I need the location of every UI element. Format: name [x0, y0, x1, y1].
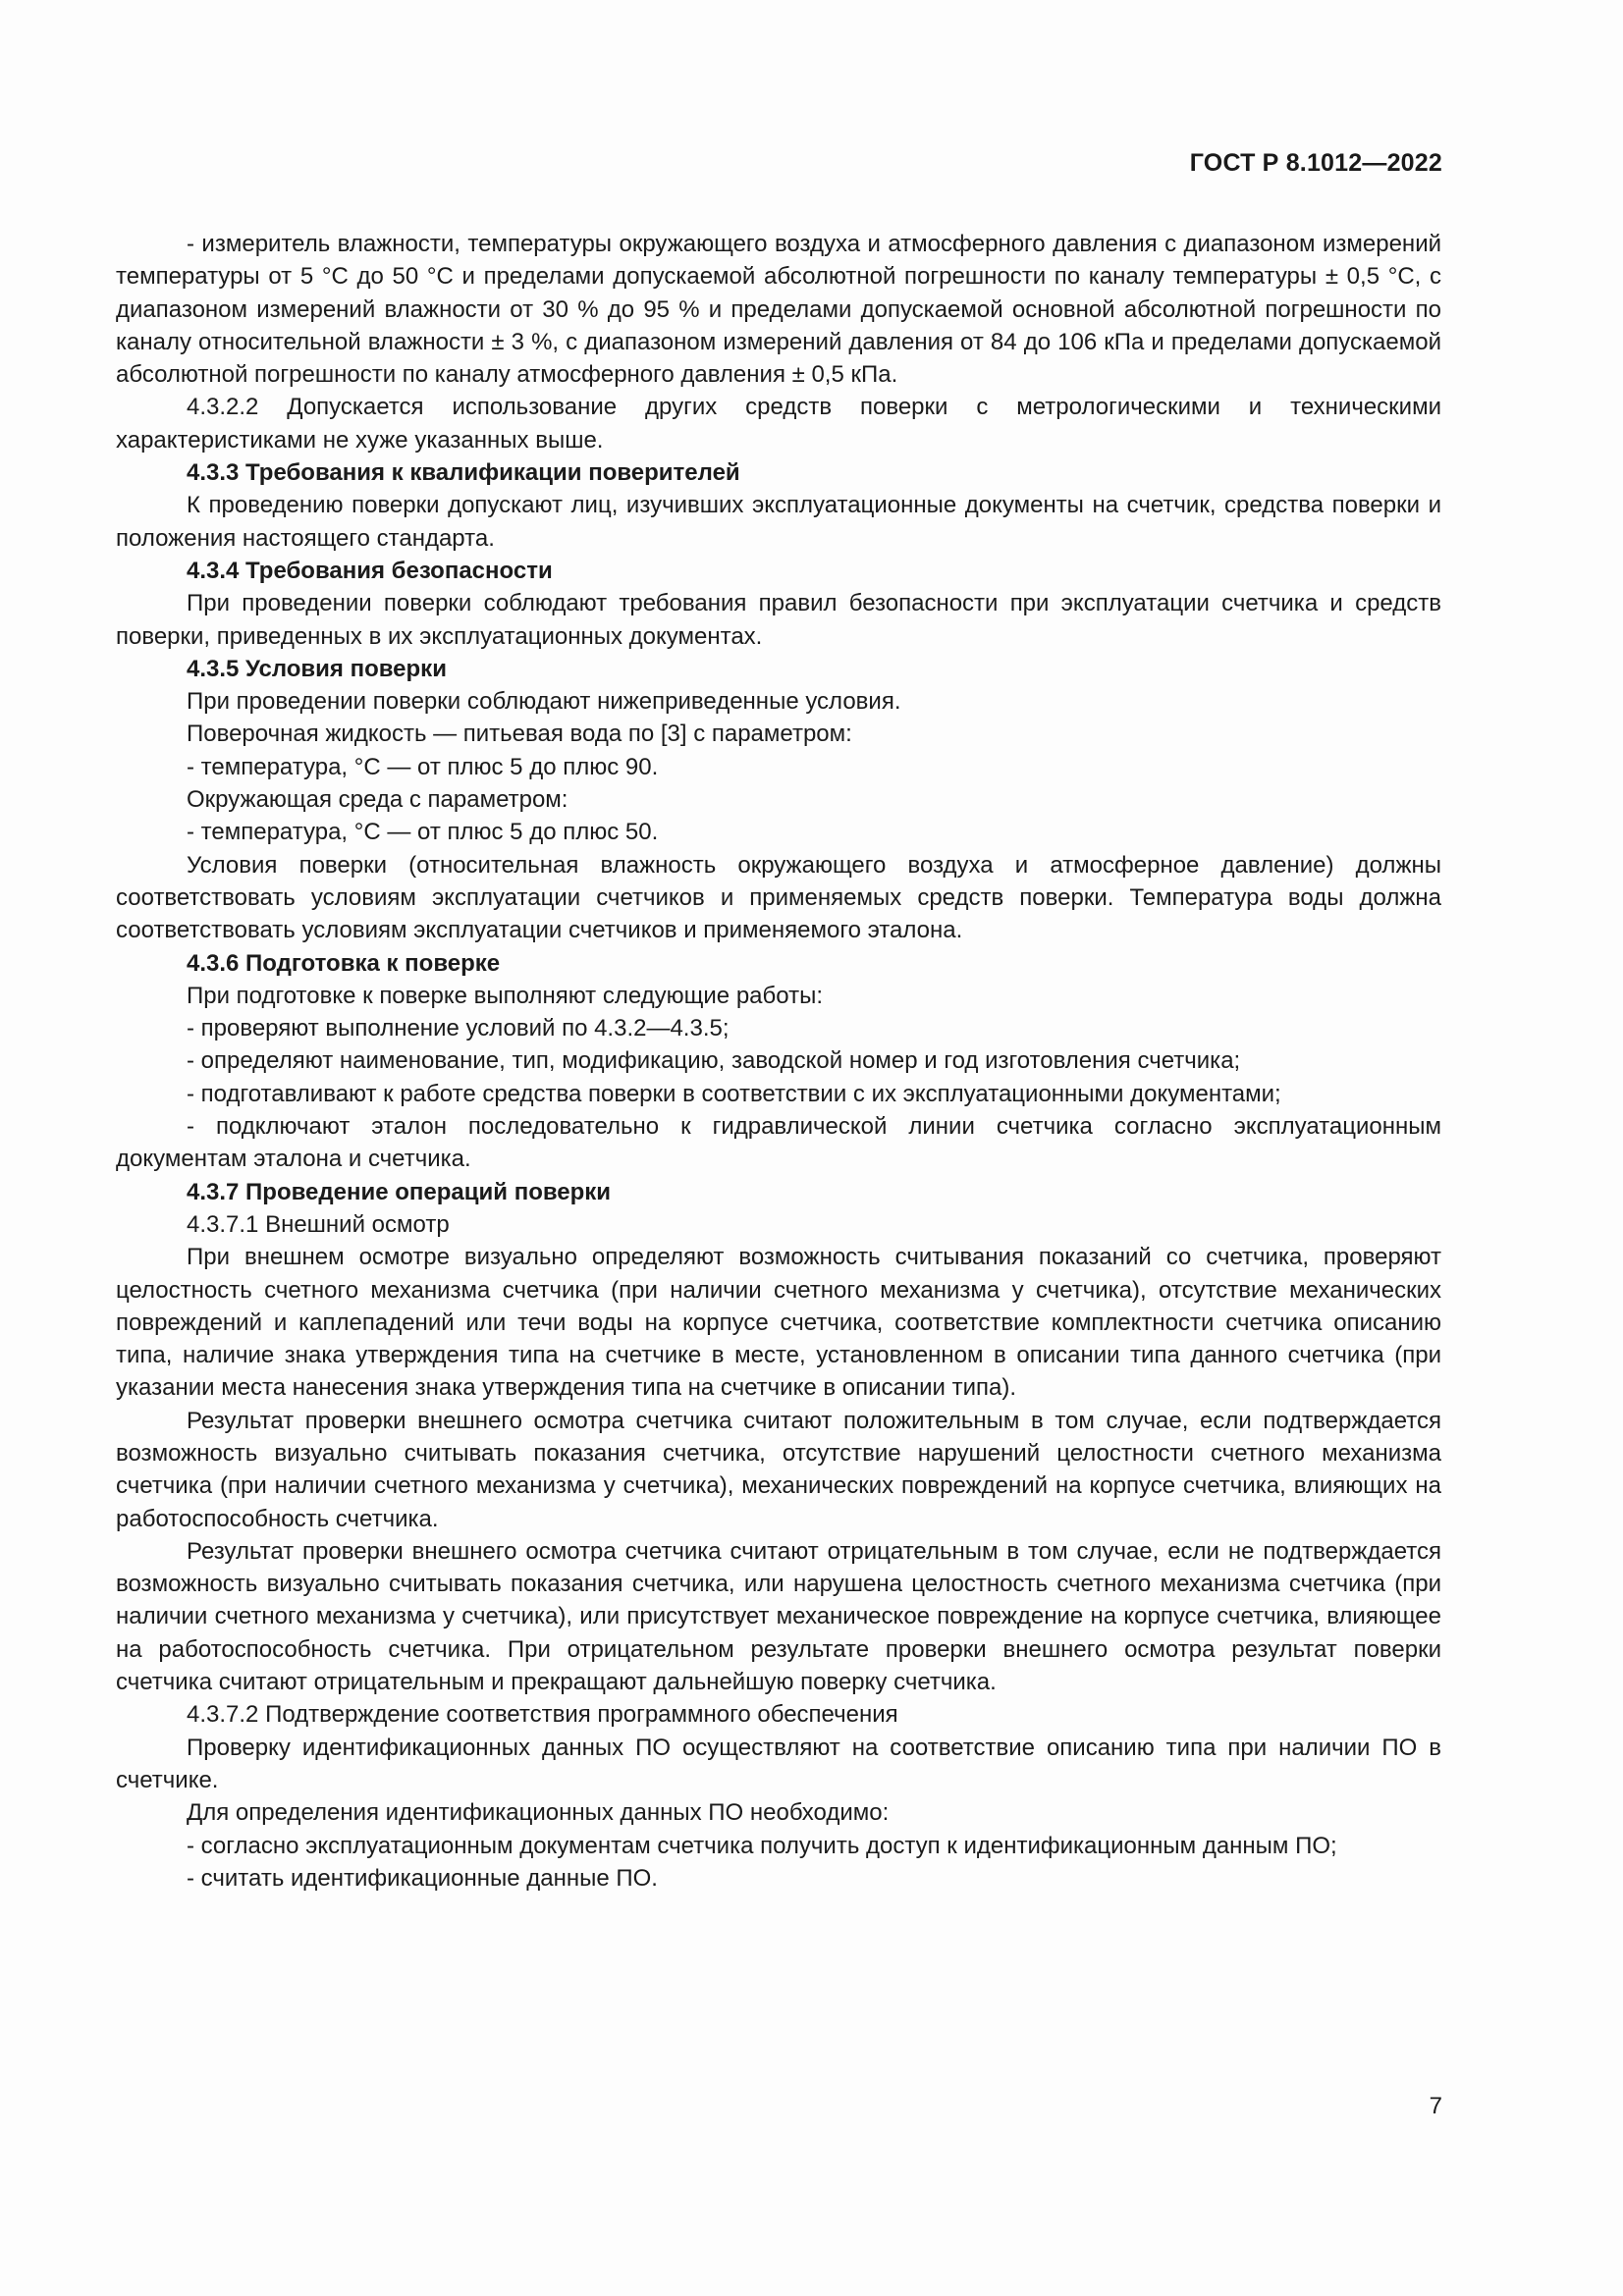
- paragraph-software-steps-intro: Для определения идентификационных данных ПО необходимо:: [187, 1799, 890, 1827]
- list-item-prepare-equipment: - подготавливают к работе средства поверки в соответствии с их эксплуатационными документами;: [187, 1080, 1281, 1107]
- heading-4-3-6: 4.3.6 Подготовка к поверке: [187, 949, 501, 977]
- list-item-check-conditions: - проверяют выполнение условий по 4.3.2—4.3.5;: [187, 1015, 730, 1042]
- paragraph-software-check: Проверку идентификационных данных ПО осуществляют на соответствие описанию типа при наличии ПО в счетчике.: [116, 1734, 1441, 1793]
- paragraph-test-liquid: Поверочная жидкость — питьевая вода по [3] с параметром:: [187, 721, 852, 748]
- paragraph-4-3-2-2: 4.3.2.2 Допускается использование других средств поверки с метрологическими и техническими характеристиками не хуже указанных выше.: [116, 394, 1441, 454]
- list-item-read-software-data: - считать идентификационные данные ПО.: [187, 1864, 658, 1892]
- page-number: 7: [1429, 2093, 1442, 2119]
- heading-4-3-3: 4.3.3 Требования к квалификации поверителей: [187, 459, 740, 487]
- subheading-4-3-7-1: 4.3.7.1 Внешний осмотр: [187, 1210, 450, 1238]
- document-code-header: ГОСТ Р 8.1012—2022: [1189, 149, 1442, 177]
- heading-4-3-5: 4.3.5 Условия поверки: [187, 655, 447, 682]
- list-item-environment-temperature: - температура, °C — от плюс 5 до плюс 50.: [187, 819, 659, 846]
- paragraph-environment: Окружающая среда с параметром:: [187, 786, 568, 814]
- paragraph-conditions-detail: Условия поверки (относительная влажность окружающего воздуха и атмосферное давление) должны соответствовать условиям эксплуатации счетчиков и применяемых средств поверки. Температура воды должна соответствовать условиям эксплуатации счетчиков и применяемого эталона.: [116, 851, 1441, 944]
- list-item-liquid-temperature: - температура, °C — от плюс 5 до плюс 90.: [187, 753, 659, 780]
- list-item-identify-meter: - определяют наименование, тип, модификацию, заводской номер и год изготовления счетчика;: [187, 1047, 1241, 1075]
- paragraph-humidity-meter: - измеритель влажности, температуры окружающего воздуха и атмосферного давления с диапазоном измерений температуры от 5 °C до 50 °C и пределами допускаемой абсолютной погрешности по каналу температуры ± 0,5 °C, с диапазоном измерений влажности от 30 % до 95 % и пределами допускаемой основной абсолютной погрешности по каналу относительной влажности ± 3 %, с диапазоном измерений давления от 84 до 106 кПа и пределами допускаемой абсолютной погрешности по каналу атмосферного давления ± 0,5 кПа.: [116, 231, 1441, 389]
- heading-4-3-7: 4.3.7 Проведение операций поверки: [187, 1178, 612, 1205]
- paragraph-preparation-intro: При подготовке к поверке выполняют следующие работы:: [187, 982, 823, 1009]
- heading-4-3-4: 4.3.4 Требования безопасности: [187, 557, 553, 584]
- paragraph-positive-result: Результат проверки внешнего осмотра счетчика считают положительным в том случае, если подтверждается возможность визуально считывать показания счетчика, отсутствие нарушений целостности счетного механизма счетчика (при наличии счетного механизма у счетчика), механических повреждений на корпусе счетчика, влияющих на работоспособность счетчика.: [116, 1407, 1441, 1532]
- subheading-4-3-7-2: 4.3.7.2 Подтверждение соответствия программного обеспечения: [187, 1701, 898, 1729]
- paragraph-conditions-intro: При проведении поверки соблюдают нижеприведенные условия.: [187, 688, 901, 716]
- list-item-connect-standard: - подключают эталон последовательно к гидравлической линии счетчика согласно эксплуатационным документам эталона и счетчика.: [116, 1113, 1441, 1173]
- paragraph-safety: При проведении поверки соблюдают требования правил безопасности при эксплуатации счетчика и средств поверки, приведенных в их эксплуатационных документах.: [116, 590, 1441, 650]
- list-item-access-software-data: - согласно эксплуатационным документам счетчика получить доступ к идентификационным данным ПО;: [187, 1832, 1337, 1859]
- paragraph-qualification: К проведению поверки допускают лиц, изучивших эксплуатационные документы на счетчик, средства поверки и положения настоящего стандарта.: [116, 492, 1441, 552]
- paragraph-negative-result: Результат проверки внешнего осмотра счетчика считают отрицательным в том случае, если не подтверждается возможность визуально считывать показания счетчика, или нарушена целостность счетного механизма счетчика (при наличии счетного механизма у счетчика), или присутствует механическое повреждение на корпусе счетчика, влияющее на работоспособность счетчика. При отрицательном результате проверки внешнего осмотра результат поверки счетчика считают отрицательным и прекращают дальнейшую поверку счетчика.: [116, 1537, 1441, 1696]
- paragraph-external-inspection: При внешнем осмотре визуально определяют возможность считывания показаний со счетчика, проверяют целостность счетного механизма счетчика (при наличии счетного механизма у счетчика), отсутствие механических повреждений и каплепадений или течи воды на корпусе счетчика, соответствие комплектности счетчика описанию типа, наличие знака утверждения типа на счетчике в месте, установленном в описании типа данного счетчика (при указании места нанесения знака утверждения типа на счетчике в описании типа).: [116, 1244, 1441, 1402]
- body-text: [116, 228, 1441, 1895]
